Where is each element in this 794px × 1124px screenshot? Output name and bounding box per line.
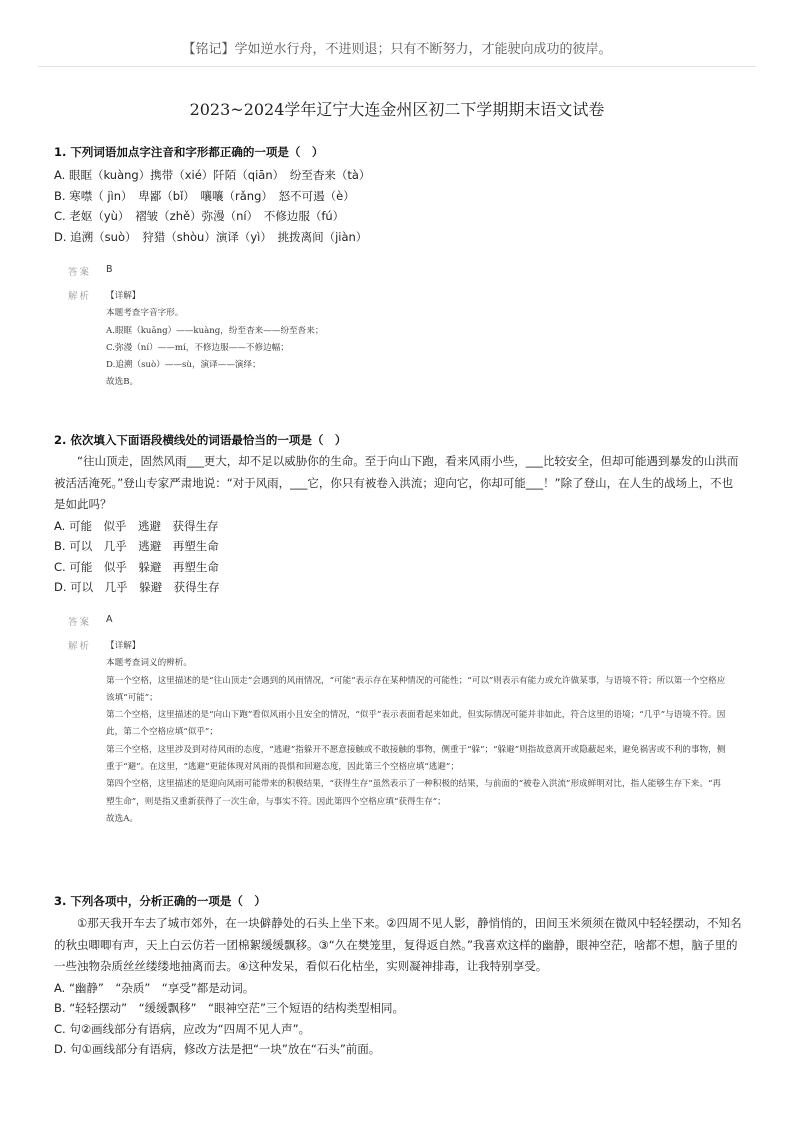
explanation-body bbox=[106, 638, 726, 828]
explanation-line: 故选A。 bbox=[106, 813, 138, 824]
explanation-line: 【详解】 bbox=[106, 641, 141, 651]
answer-label: 答案 bbox=[68, 267, 92, 278]
header-divider bbox=[38, 66, 756, 67]
question-1-answer bbox=[68, 264, 728, 278]
question-2 bbox=[54, 432, 744, 598]
explanation-line: 第三个空格，这里涉及到对待风雨的态度，“逃避”指躲开不愿意接触或不敢接触的事物，侧重于“躲”；“躲避”则指故意离开或隐蔽起来，避免祸害或不利的事物，侧重于“避”。在这里，“逃避”更能体现对风雨的畏惧和回避态度，因此第三个空格应填“逃避”； bbox=[106, 744, 726, 773]
question-3-option-b: B. “轻轻摆动” “缓缓飘移” “眼神空茫”三个短语的结构类型相同。 bbox=[54, 1001, 404, 1015]
explanation-line: 第一个空格，这里描述的是“往山顶走”会遇到的风雨情况，“可能”表示存在某种情况的可能性；“可以”则表示有能力或允许做某事，与语境不符；所以第一个空格应该填“可能”； bbox=[106, 675, 726, 703]
document-title: 2023~2024学年辽宁大连金州区初二下学期期末语文试卷 bbox=[189, 100, 605, 119]
explanation-line: 故选B。 bbox=[106, 377, 139, 388]
question-1 bbox=[54, 144, 744, 247]
question-1-option-c: C. 老妪（yù） 褶皱（zhě）弥漫（ní） 不修边服（fú） bbox=[54, 209, 345, 223]
question-2-explanation bbox=[68, 638, 728, 858]
explanation-line: 第二个空格，这里描述的是“向山下跑”看似风雨小且安全的情况，“似乎”表示表面看起来如此，但实际情况可能并非如此，符合这里的语境；“几乎”与语境不符。因此，第二个空格应填“似乎”； bbox=[106, 710, 726, 738]
question-1-option-b: B. 寒噤（ jìn） 卑鄙（bǐ） 嚷嚷（rǎng） 怒不可遏（è） bbox=[54, 188, 355, 203]
explanation-label: 解析 bbox=[68, 291, 92, 302]
question-3-passage: ①那天我开车去了城市郊外，在一块僻静处的石头上坐下来。②四周不见人影，静悄悄的，田间玉米须须在微风中轻轻摆动，不知名的秋虫唧唧有声，天上白云仿若一团棉絮缓缓飘移。③“久在樊笼里，复得返自然。”我喜欢这样的幽静，眼神空茫，啥都不想，脑子里的一些浊物杂质丝丝缕缕地抽离而去。④这种发呆，看似石化枯坐，实则凝神排毒，让我特别享受。 bbox=[54, 916, 742, 973]
explanation-line: A.眼眶（kuāng）——kuàng，纷至杳来——纷至沓来； bbox=[106, 325, 324, 336]
question-2-option-d: D. 可以 几乎 躲避 获得生存 bbox=[54, 580, 220, 594]
question-1-stem: 1. 下列词语加点字注音和字形都正确的一项是（ ） bbox=[54, 145, 324, 159]
question-1-option-a: A. 眼眶（kuàng）携带（xié）阡陌（qiān） 纷至杳来（tà） bbox=[54, 168, 371, 182]
question-3-option-a: A. “幽静” “杂质” “享受”都是动词。 bbox=[54, 980, 255, 995]
question-1-explanation bbox=[68, 288, 728, 398]
motto-banner: 【铭记】学如逆水行舟，不进则退；只有不断努力，才能驶向成功的彼岸。 bbox=[182, 42, 612, 57]
question-1-option-d: D. 追溯（suò） 狩猎（shòu）演译（yì） 挑拨离间（jiàn） bbox=[54, 229, 368, 244]
explanation-line: 本题考查词义的辨析。 bbox=[106, 658, 192, 669]
question-2-option-a: A. 可能 似乎 逃避 获得生存 bbox=[54, 518, 219, 533]
answer-value: A bbox=[106, 614, 113, 625]
answer-label: 答案 bbox=[68, 617, 92, 628]
question-3-option-d: D. 句①画线部分有语病，修改方法是把“一块”放在“石头”前面。 bbox=[54, 1042, 381, 1056]
explanation-line: C.弥漫（ní）——mí，不修边服——不修边幅； bbox=[106, 342, 289, 353]
question-2-option-b: B. 可以 几乎 逃避 再塑生命 bbox=[54, 539, 219, 553]
explanation-line: 【详解】 bbox=[106, 291, 141, 301]
explanation-label: 解析 bbox=[68, 641, 92, 652]
question-3-option-c: C. 句②画线部分有语病，应改为“四周不见人声”。 bbox=[54, 1021, 311, 1036]
question-2-stem: 2. 依次填入下面语段横线处的词语最恰当的一项是（ ） bbox=[54, 433, 347, 447]
explanation-line: D.追溯（suò）——sù，演译——演绎； bbox=[106, 360, 261, 371]
question-3-stem: 3. 下列各项中，分析正确的一项是（ ） bbox=[54, 894, 266, 908]
answer-value: B bbox=[106, 264, 113, 275]
question-3 bbox=[54, 893, 744, 1060]
explanation-body bbox=[106, 288, 726, 392]
question-2-passage: “往山顶走，固然风雨___更大，却不足以威胁你的生命。至于向山下跑，看来风雨小些，___比较安全，但却可能遇到暴发的山洪而被活活淹死。”登山专家严肃地说：“对于风雨，___它，你只有被卷入洪流；迎向它，你却可能___！”除了登山，在人生的战场上，不也是如此吗？ bbox=[54, 454, 739, 511]
question-2-answer bbox=[68, 614, 728, 628]
question-2-option-c: C. 可能 似乎 躲避 再塑生命 bbox=[54, 559, 219, 574]
explanation-line: 本题考查字音字形。 bbox=[106, 308, 184, 319]
explanation-line: 第四个空格，这里描述的是迎向风雨可能带来的积极结果，“获得生存”虽然表示了一种积极的结果，与前面的“被卷入洪流”形成鲜明对比，指人能够生存下来。“再塑生命”，则是指又重新获得了一次生命，与事实不符。因此第四个空格应填“获得生存”； bbox=[106, 779, 721, 807]
